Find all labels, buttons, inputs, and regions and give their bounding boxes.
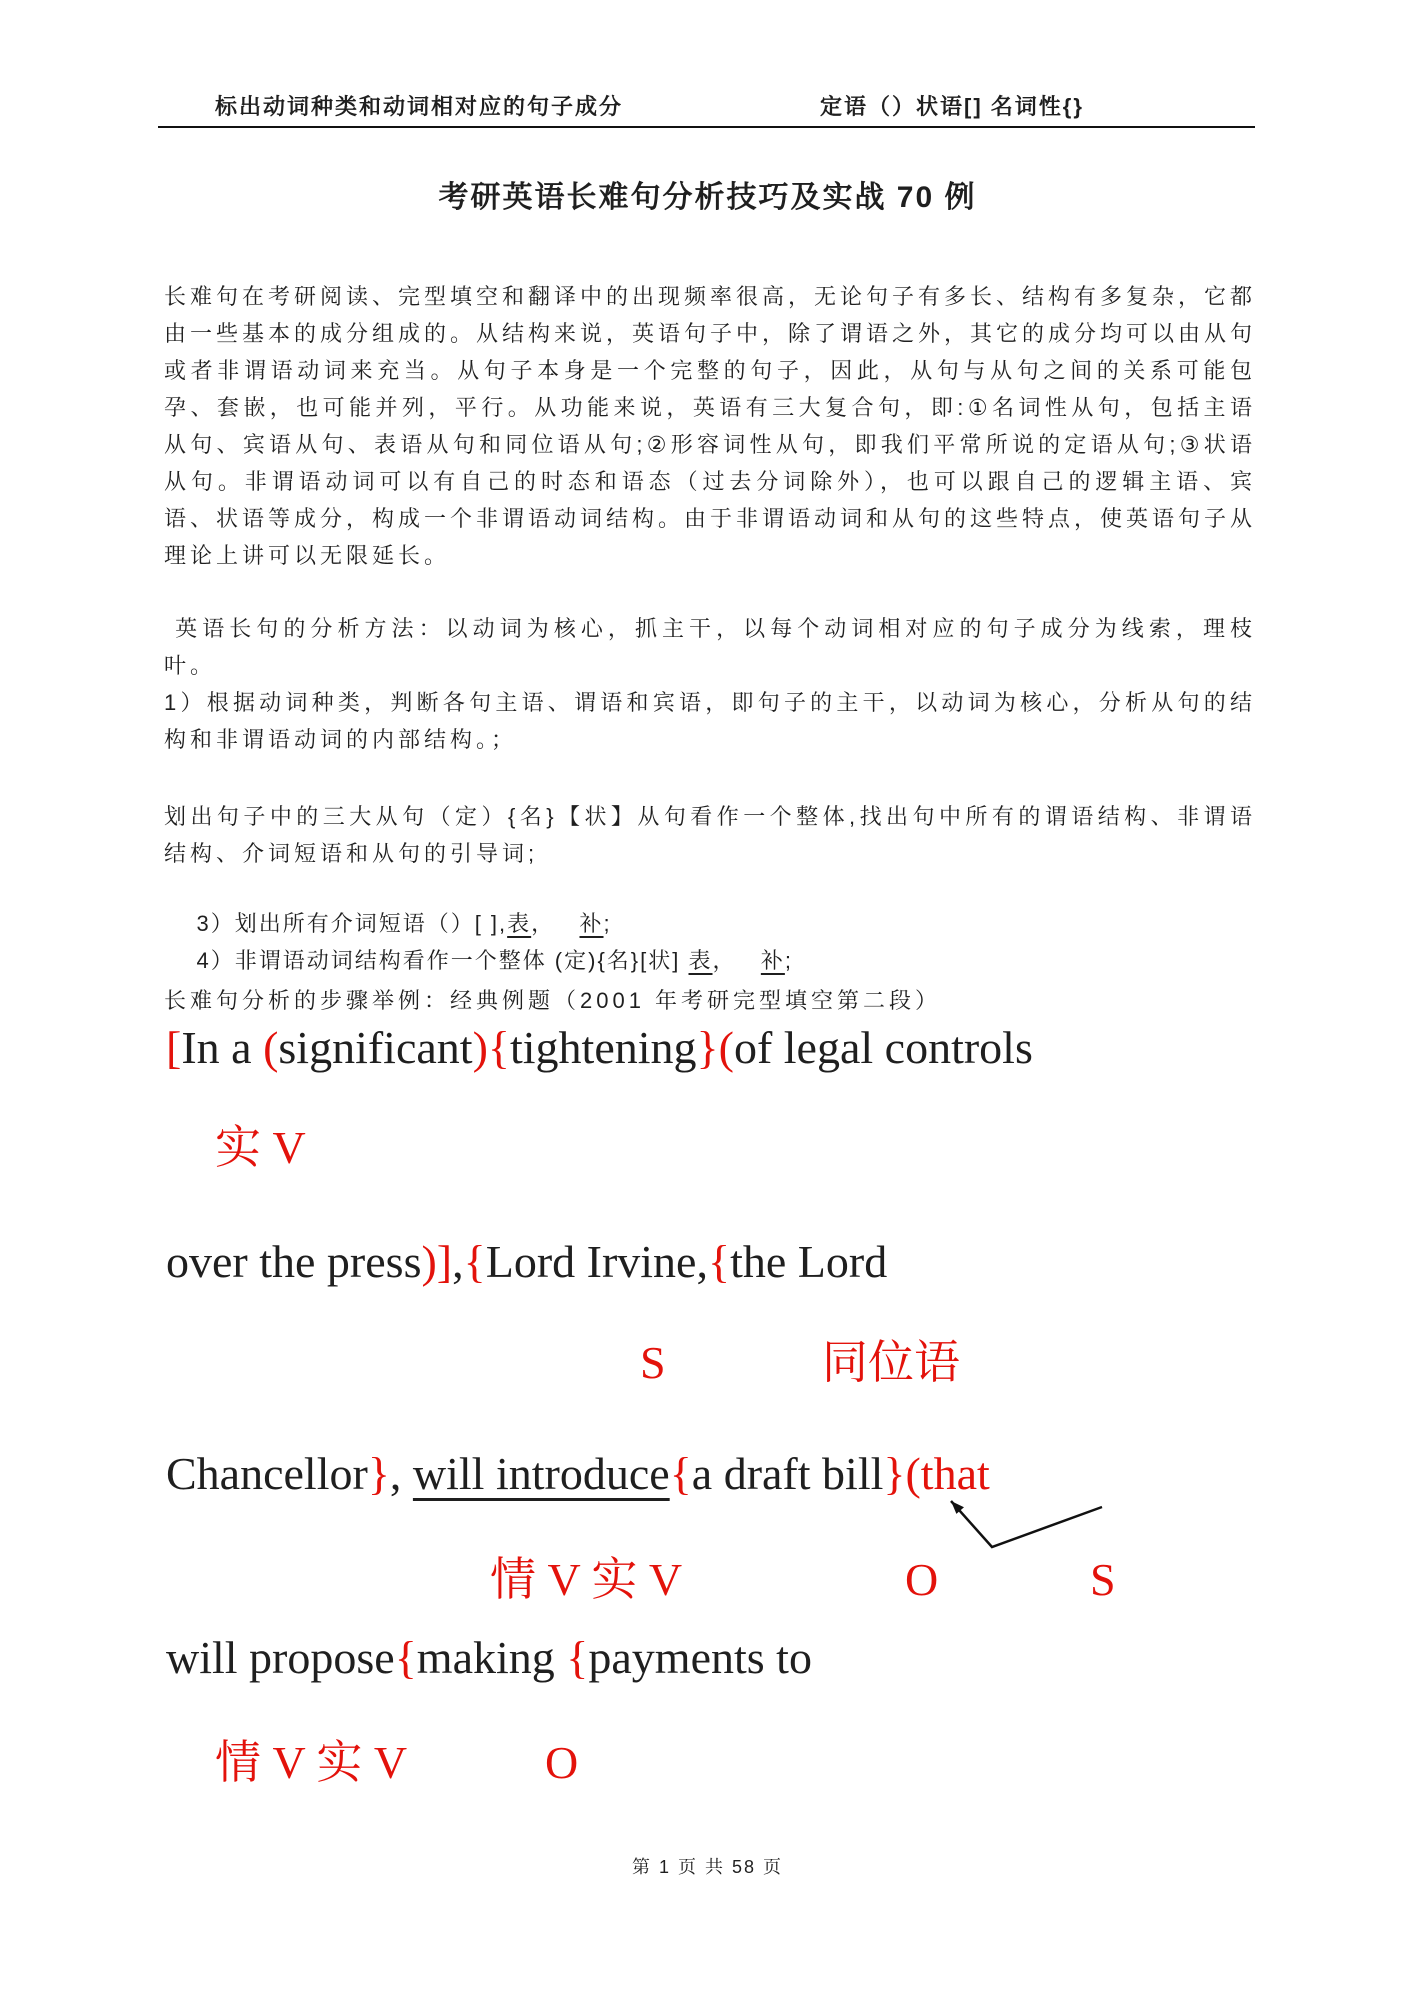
sentence-line-1 [166, 1020, 1033, 1076]
page-title: 考研英语长难句分析技巧及实战 70 例 [438, 181, 977, 214]
text-run: tightening [510, 1022, 697, 1073]
bracket-and-word: (that [905, 1448, 990, 1499]
step-3-comma: ， [531, 911, 580, 936]
sentence-line-3 [166, 1446, 990, 1502]
annotation-subject-2: S [1090, 1554, 1116, 1605]
step-4-comma: ， [712, 948, 761, 973]
bracket: ){ [472, 1022, 510, 1073]
bracket: { [566, 1632, 589, 1683]
bracket: )] [421, 1236, 453, 1287]
step-1: 1）根据动词种类，判断各句主语、谓语和宾语，即句子的主干，以动词为核心，分析从句的结构和非谓语动词的内部结构。； [164, 690, 1256, 752]
annotation-qing-shi-v-2: 情 V 实 V [215, 1737, 408, 1788]
step-3-biao: 表 [507, 911, 532, 936]
text-run: making [416, 1632, 567, 1683]
step-3-end: ; [603, 911, 612, 936]
text-run: significant [278, 1022, 473, 1073]
bracket: [ [166, 1022, 182, 1073]
annotation-apposition: 同位语 [822, 1337, 960, 1388]
annotation-object: O [905, 1554, 939, 1605]
sentence-line-4 [166, 1630, 812, 1686]
step-4-end: ; [784, 948, 793, 973]
text-run: Chancellor [166, 1448, 368, 1499]
text-run: a draft bill [691, 1448, 884, 1499]
intro-paragraph: 长难句在考研阅读、完型填空和翻译中的出现频率很高，无论句子有多长、结构有多复杂，它都由一些基本的成分组成的。从结构来说，英语句子中，除了谓语之外，其它的成分均可以由从句或者非谓语动词来充当。从句子本身是一个完整的句子，因此，从句与从句之间的关系可能包孕、套嵌，也可能并列，平行。从功能来说，英语有三大复合句，即:①名词性从句，包括主语从句、宾语从句、表语从句和同位语从句;②形容词性从句，即我们平常所说的定语从句;③状语从句。非谓语动词可以有自己的时态和语态（过去分词除外），也可以跟自己的逻辑主语、宾语、状语等成分，构成一个非谓语动词结构。由于非谓语动词和从句的这些特点，使英语句子从理论上讲可以无限延长。 [164, 284, 1257, 568]
header-right-text: 定语（）状语[] 名词性{} [820, 94, 1084, 119]
text-run: payments to [588, 1632, 812, 1683]
step-2: 划出句子中的三大从句（定）{名}【状】从句看作一个整体,找出句中所有的谓语结构、非谓语结构、介词短语和从句的引导词; [164, 804, 1256, 866]
annotation-object-2: O [545, 1737, 579, 1788]
sentence-line-2 [166, 1234, 887, 1290]
bracket: } [883, 1448, 906, 1499]
text-run: Lord Irvine, [485, 1236, 708, 1287]
bracket: { [394, 1632, 417, 1683]
example-heading: 长难句分析的步骤举例：经典例题（2001 年考研完型填空第二段） [164, 988, 942, 1013]
bracket: { [463, 1236, 486, 1287]
bracket: { [707, 1236, 731, 1287]
annotation-shi-v: 实 V [215, 1122, 306, 1173]
header-left-text: 标出动词种类和动词相对应的句子成分 [215, 94, 624, 119]
page-footer: 第 1 页 共 58 页 [631, 1857, 784, 1877]
step-4-text: 4）非谓语动词结构看作一个整体 (定){名}[状] [196, 948, 689, 973]
method-paragraph: 英语长句的分析方法：以动词为核心，抓主干，以每个动词相对应的句子成分为线索，理枝叶。 [164, 616, 1256, 678]
step-3-bu: 补 [579, 911, 604, 936]
bracket: } [367, 1448, 390, 1499]
underlined-verb: will introduce [412, 1448, 670, 1499]
text-run: In a [181, 1022, 264, 1073]
text-run: , [389, 1448, 413, 1499]
step-3-text: 3）划出所有介词短语（）[ ], [196, 911, 508, 936]
step-4-biao: 表 [688, 948, 713, 973]
text-run: , [452, 1236, 464, 1287]
text-run: the Lord [730, 1236, 888, 1287]
bracket: ( [263, 1022, 279, 1073]
bracket: }( [696, 1022, 734, 1073]
annotation-subject: S [640, 1337, 666, 1388]
text-run: over the press [166, 1236, 422, 1287]
header-rule [158, 126, 1255, 128]
annotation-qing-shi-v: 情 V 实 V [490, 1554, 683, 1605]
text-run: will propose [166, 1632, 395, 1683]
step-4-bu: 补 [760, 948, 785, 973]
reference-arrow-icon [935, 1492, 1115, 1554]
text-run: of legal controls [733, 1022, 1033, 1073]
bracket: { [669, 1448, 692, 1499]
